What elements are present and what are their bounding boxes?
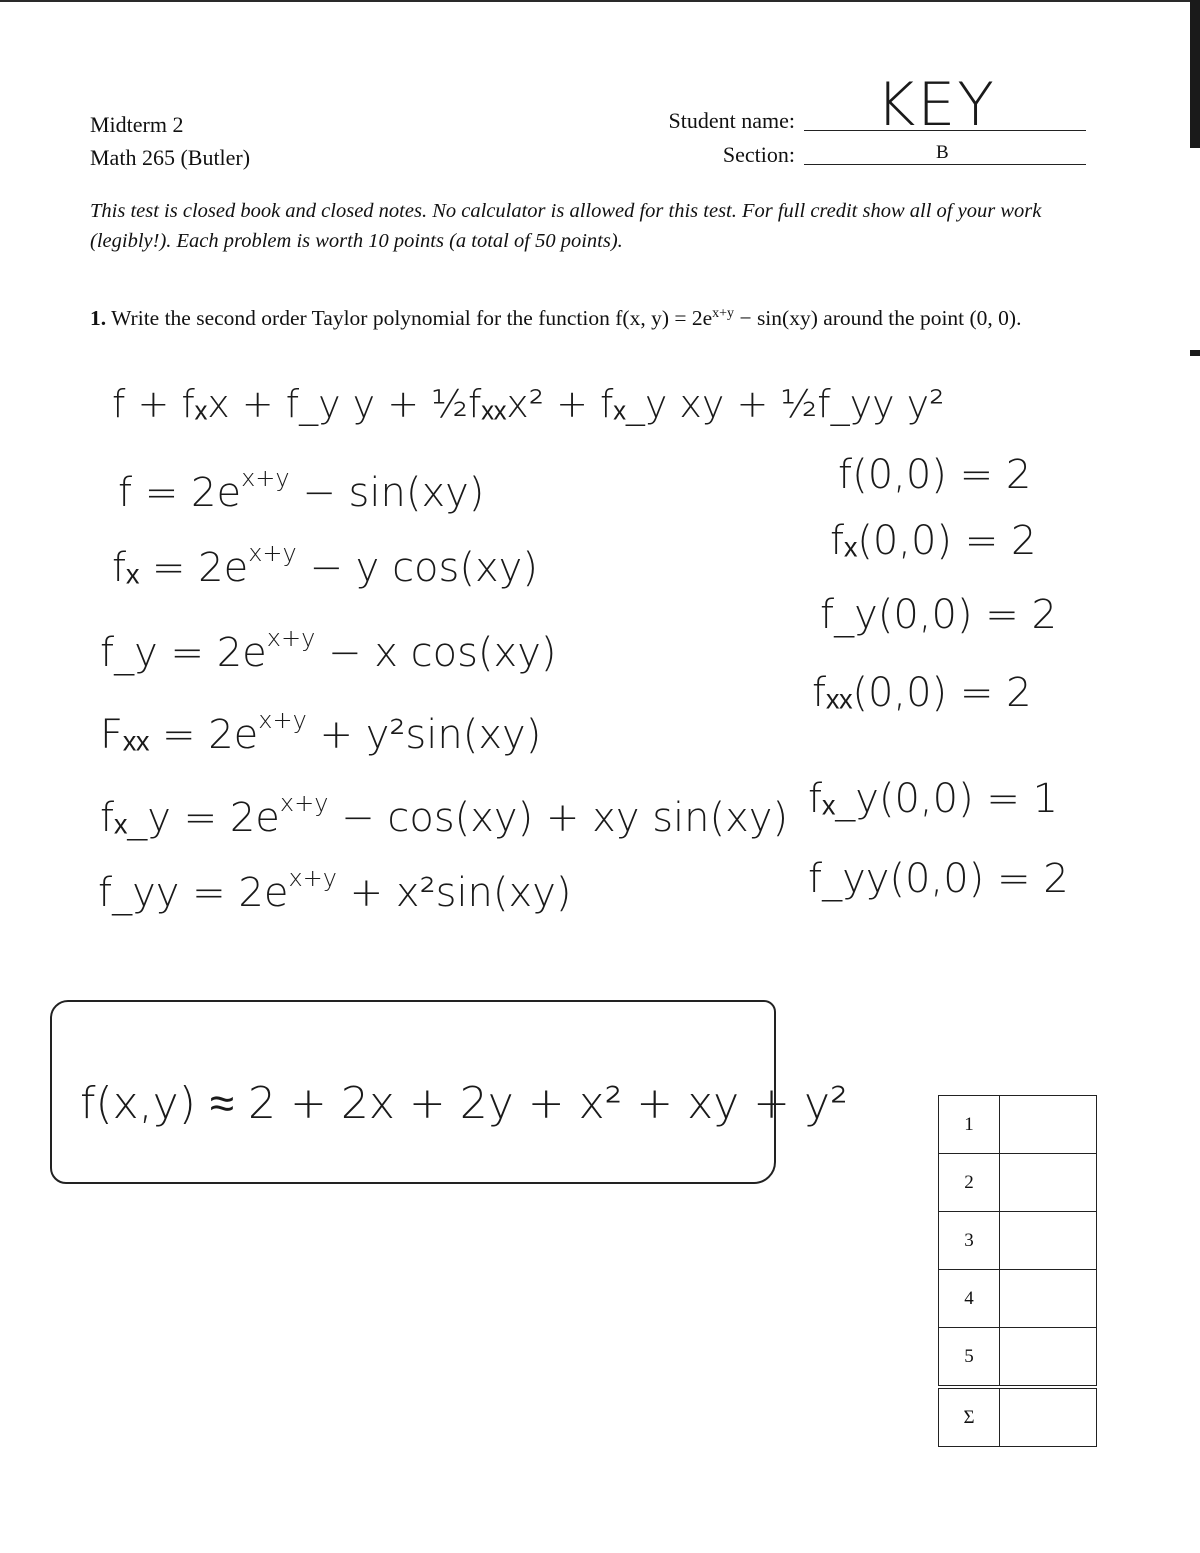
score-table: [938, 1095, 1097, 1447]
score-sum-label: Σ: [939, 1387, 1000, 1447]
problem-text-a: Write the second order Taylor polynomial for the function f(x, y) = 2e: [111, 306, 713, 331]
value-f: f(0,0) = 2: [838, 452, 1032, 498]
scan-edge-mark: [1190, 0, 1200, 148]
score-cell[interactable]: [1000, 1212, 1097, 1270]
score-row: [939, 1212, 1097, 1270]
derivative-f: $f = 2e^{x+y} - \sin(xy)$: [118, 464, 485, 516]
value-fy: f_y(0,0) = 2: [820, 592, 1057, 638]
score-row: [939, 1270, 1097, 1328]
score-sum-row: [939, 1387, 1097, 1447]
score-row: [939, 1328, 1097, 1388]
taylor-formula: f + fₓx + f_y y + ½fₓₓx² + fₓ_y xy + ½f_yy y²: [112, 382, 945, 426]
derivative-fxy: fₓ_y = $2e^{x+y} - \cos(xy)$ + xy sin(xy): [100, 789, 789, 841]
derivative-fxx: $F_{xx} = 2e^{x+y} + y^2\sin(xy)$: [100, 706, 542, 758]
instructions: This test is closed book and closed notes. No calculator is allowed for this test. For full credit show all of your work (legibly!). Each problem is worth 10 points (a total of 50 points).: [90, 200, 1042, 252]
student-name-value: KEY: [876, 70, 996, 140]
value-fxy: fₓ_y(0,0) = 1: [808, 776, 1059, 822]
score-row: [939, 1154, 1097, 1212]
score-total-cell[interactable]: [1000, 1387, 1097, 1447]
value-fxx: fₓₓ(0,0) = 2: [812, 670, 1032, 716]
score-row-label: 1: [939, 1096, 1000, 1154]
score-row-label: 4: [939, 1270, 1000, 1328]
scan-edge-tick: [1190, 350, 1200, 356]
value-fx: fₓ(0,0) = 2: [830, 518, 1037, 564]
student-name-label: Student name:: [668, 108, 795, 133]
scan-top-edge: [0, 0, 1200, 2]
value-fyy: f_yy(0,0) = 2: [808, 856, 1069, 902]
derivative-fy: f_y = $2e^{x+y} - x$ cos(xy): [100, 624, 557, 676]
derivative-fx: $f_x = 2e^{x+y} - y$ cos(xy): [112, 539, 538, 591]
course-name: Math 265 (Butler): [90, 145, 251, 170]
score-row: [939, 1096, 1097, 1154]
derivative-fyy: f_yy = $2e^{x+y} + x^2\sin(xy)$: [98, 864, 572, 916]
problem-number: 1.: [90, 306, 107, 331]
final-answer: f(x,y) ≈ 2 + 2x + 2y + x² + xy + y²: [80, 1078, 848, 1129]
score-row-label: 3: [939, 1212, 1000, 1270]
score-row-label: 5: [939, 1328, 1000, 1388]
section-value: B: [936, 142, 949, 163]
problem-1: [90, 298, 1090, 334]
score-cell[interactable]: [1000, 1096, 1097, 1154]
section-field[interactable]: [804, 140, 1086, 165]
problem-exponent: x+y: [712, 306, 735, 321]
score-cell[interactable]: [1000, 1270, 1097, 1328]
score-cell[interactable]: [1000, 1328, 1097, 1388]
exam-title: Midterm 2: [90, 112, 184, 137]
problem-text-b: − sin(xy) around the point (0, 0).: [734, 306, 1022, 331]
score-row-label: 2: [939, 1154, 1000, 1212]
student-name-field[interactable]: [804, 70, 1086, 140]
section-label: Section:: [722, 142, 795, 167]
score-cell[interactable]: [1000, 1154, 1097, 1212]
